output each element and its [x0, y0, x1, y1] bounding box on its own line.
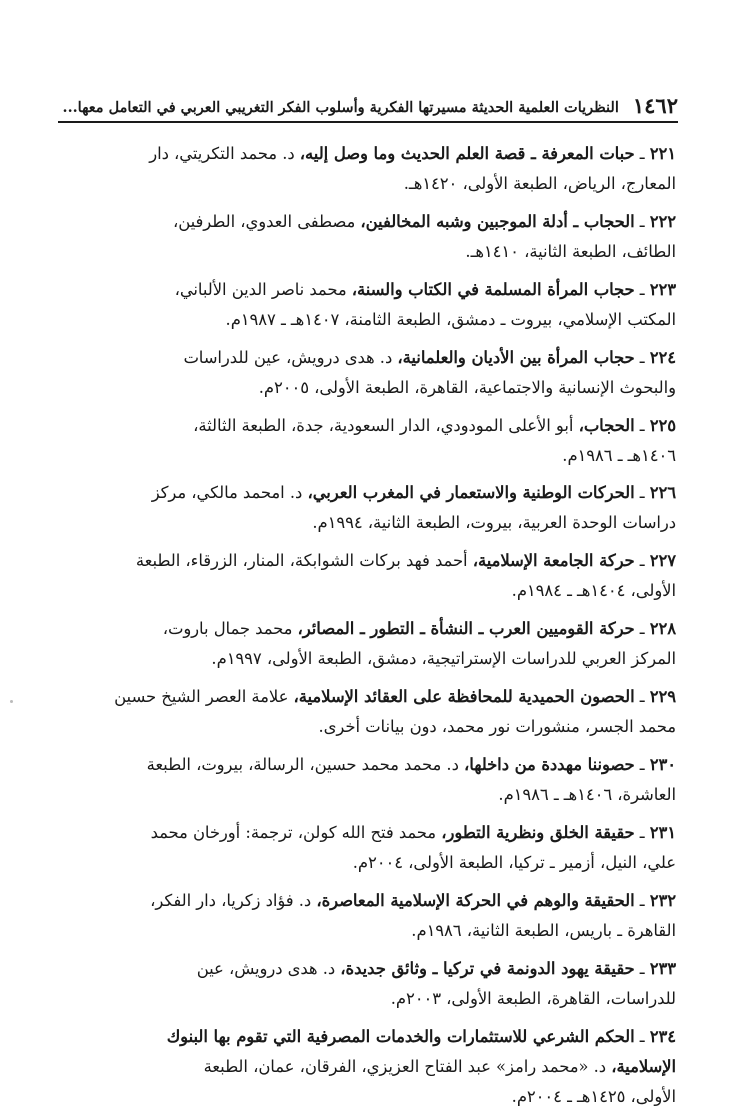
entry-details: د. هدى درويش، عين: [196, 958, 341, 978]
entry-details: د. هدى درويش، عين للدراسات: [183, 347, 398, 367]
entry-line: [60, 954, 676, 984]
entry-line: [60, 1022, 676, 1052]
entry-title: حقيقة يهود الدونمة في تركيا ـ وثائق جديدة،: [340, 958, 635, 978]
entry-title: حصوننا مهددة من داخلها،: [464, 755, 635, 775]
entry-number: ٢٣٤: [649, 1026, 676, 1046]
bibliography-entry: [60, 818, 676, 878]
entry-line: [60, 139, 676, 169]
bibliography-entry: [60, 750, 676, 810]
bibliography-entry: [60, 614, 676, 674]
entry-line: [60, 614, 676, 644]
entry-line: [60, 343, 676, 373]
entry-details: د. امحمد مالكي، مركز: [151, 483, 308, 503]
entry-number: ٢٢٣: [649, 279, 676, 299]
entry-continuation: [60, 1052, 676, 1082]
entry-line: [60, 275, 676, 305]
entry-number: ٢٢٧: [649, 551, 676, 571]
entry-line: [60, 750, 676, 780]
entry-continuation: دراسات الوحدة العربية، بيروت، الطبعة الثانية، ١٩٩٤م.: [312, 513, 676, 533]
entry-number: ٢٢٥: [649, 415, 676, 435]
entry-title: الحصون الحميدية للمحافظة على العقائد الإسلامية،: [293, 687, 635, 707]
entry-details: مصطفى العدوي، الطرفين،: [172, 211, 361, 231]
entry-dash: ـ: [634, 144, 650, 163]
entry-continuation: ١٤٠٦هـ ـ ١٩٨٦م.: [562, 445, 676, 465]
bibliography-entry: [60, 275, 676, 335]
entry-title: حبات المعرفة ـ قصة العلم الحديث وما وصل إليه،: [299, 144, 635, 163]
entry-dash: ـ: [634, 347, 650, 367]
bibliography-entry: [60, 1022, 676, 1112]
entry-title: الحجاب،: [578, 415, 635, 435]
entry-number: ٢٣٠: [649, 755, 676, 775]
bibliography-entry: [60, 478, 676, 538]
bibliography-entry: [60, 207, 676, 267]
entry-number: ٢٢٨: [649, 619, 676, 639]
entry-dash: ـ: [634, 483, 650, 503]
entry-line: [60, 682, 676, 712]
entry-details: أحمد فهد بركات الشوابكة، المنار، الزرقاء، الطبعة: [135, 551, 473, 571]
bibliography-entry: [60, 343, 676, 403]
entry-continuation: القاهرة ـ باريس، الطبعة الثانية، ١٩٨٦م.: [411, 920, 676, 940]
running-header: [58, 86, 678, 120]
running-header-title: النظريات العلمية الحديثة مسيرتها الفكرية وأسلوب الفكر التغريبي العربي في التعامل معها...: [62, 99, 619, 116]
entry-dash: ـ: [634, 211, 650, 231]
entry-details: محمد ناصر الدين الألباني،: [174, 279, 352, 299]
entry-title: الحركات الوطنية والاستعمار في المغرب العربي،: [307, 483, 635, 503]
entry-dash: ـ: [634, 415, 650, 435]
entry-number: ٢٢٢: [649, 211, 676, 231]
margin-speck: [10, 700, 13, 703]
entry-title: حجاب المرأة المسلمة في الكتاب والسنة،: [351, 279, 635, 299]
entry-title: الحجاب ـ أدلة الموجبين وشبه المخالفين،: [360, 211, 635, 231]
entry-number: ٢٣٢: [649, 890, 676, 910]
entry-details: د. فؤاد زكريا، دار الفكر،: [150, 890, 317, 910]
entry-dash: ـ: [634, 279, 650, 299]
entry-continuation: المكتب الإسلامي، بيروت ـ دمشق، الطبعة الثامنة، ١٤٠٧هـ ـ ١٩٨٧م.: [225, 309, 676, 329]
entry-title: حجاب المرأة بين الأديان والعلمانية،: [397, 347, 635, 367]
bibliography-entry: [60, 954, 676, 1014]
bibliography-entry: [60, 682, 676, 742]
entry-details: د. محمد محمد حسين، الرسالة، بيروت، الطبعة: [146, 755, 464, 775]
entry-title: حقيقة الخلق ونظرية التطور،: [441, 822, 635, 842]
entry-number: ٢٢١: [649, 144, 676, 163]
entry-dash: ـ: [634, 551, 650, 571]
entry-dash: ـ: [634, 822, 650, 842]
entry-number: ٢٣٣: [649, 958, 676, 978]
entry-title: حركة الجامعة الإسلامية،: [472, 551, 635, 571]
page-number: ١٤٦٢: [632, 93, 678, 118]
entry-continuation: الأولى، ١٤٠٤هـ ـ ١٩٨٤م.: [511, 581, 676, 601]
entry-details: محمد فتح الله كولن، ترجمة: أورخان محمد: [150, 822, 442, 842]
entry-details: محمد جمال باروت،: [162, 619, 298, 639]
entry-line: [60, 886, 676, 916]
entry-title: الحكم الشرعي للاستثمارات والخدمات المصرفية التي تقوم بها البنوك: [166, 1026, 635, 1046]
entry-line: [60, 207, 676, 237]
entry-number: ٢٢٤: [649, 347, 676, 367]
bibliography-entry: [60, 546, 676, 606]
entry-details: أبو الأعلى المودودي، الدار السعودية، جدة، الطبعة الثالثة،: [193, 415, 579, 435]
bibliography-entry: [60, 139, 676, 199]
entry-dash: ـ: [634, 958, 650, 978]
entry-number: ٢٢٩: [649, 687, 676, 707]
entry-continuation: الطائف، الطبعة الثانية، ١٤١٠هـ.: [465, 241, 676, 261]
entry-number: ٢٣١: [649, 822, 676, 842]
entry-title: حركة القوميين العرب ـ النشأة ـ التطور ـ المصائر،: [297, 619, 635, 639]
entry-continuation: علي، النيل، أزمير ـ تركيا، الطبعة الأولى، ٢٠٠٤م.: [352, 852, 676, 872]
entry-line: [60, 546, 676, 576]
entry-continuation: المعارج، الرياض، الطبعة الأولى، ١٤٢٠هـ.: [403, 174, 676, 193]
entry-details: د. «محمد رامز» عبد الفتاح العزيزي، الفرقان، عمان، الطبعة: [203, 1056, 612, 1076]
entry-dash: ـ: [634, 755, 650, 775]
entry-continuation: العاشرة، ١٤٠٦هـ ـ ١٩٨٦م.: [498, 785, 676, 805]
bibliography-entry: [60, 886, 676, 946]
entry-number: ٢٢٦: [649, 483, 676, 503]
entry-continuation: محمد الجسر، منشورات نور محمد، دون بيانات أخرى.: [318, 717, 676, 737]
entry-continuation: والبحوث الإنسانية والاجتماعية، القاهرة، الطبعة الأولى، ٢٠٠٥م.: [258, 377, 676, 397]
entry-details: د. محمد التكريتي، دار: [149, 144, 300, 163]
entry-continuation: للدراسات، القاهرة، الطبعة الأولى، ٢٠٠٣م.: [390, 988, 676, 1008]
entry-continuation: المركز العربي للدراسات الإستراتيجية، دمشق، الطبعة الأولى، ١٩٩٧م.: [211, 649, 676, 669]
entry-line: [60, 411, 676, 441]
entry-line: [60, 478, 676, 508]
header-rule: [58, 121, 678, 123]
entry-continuation: الأولى، ١٤٢٥هـ ـ ٢٠٠٤م.: [511, 1086, 676, 1106]
entry-line: [60, 818, 676, 848]
bibliography-entry: [60, 411, 676, 471]
entry-details: علامة العصر الشيخ حسين: [114, 687, 294, 707]
entry-dash: ـ: [634, 1026, 650, 1046]
entry-dash: ـ: [634, 619, 650, 639]
entry-dash: ـ: [634, 890, 650, 910]
bibliography-list: [60, 139, 676, 1119]
entry-title: الحقيقة والوهم في الحركة الإسلامية المعاصرة،: [316, 890, 635, 910]
entry-title-continuation: الإسلامية،: [611, 1056, 676, 1076]
entry-dash: ـ: [634, 687, 650, 707]
